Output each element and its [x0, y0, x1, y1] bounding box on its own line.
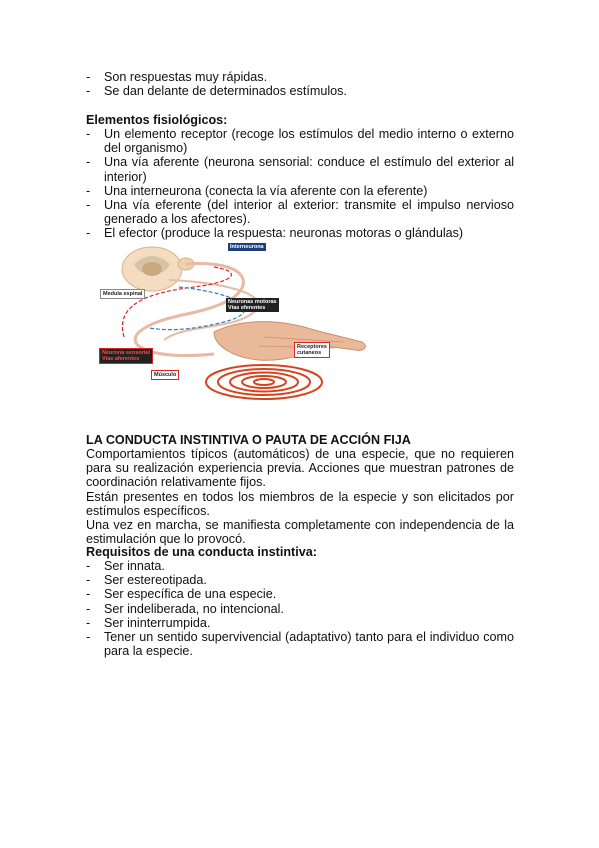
elements-list	[86, 127, 514, 241]
requisites-heading: Requisitos de una conducta instintiva:	[86, 545, 317, 559]
label-line: Neurona sensorial	[102, 350, 150, 356]
elements-heading: Elementos fisiológicos:	[86, 113, 228, 127]
list-item: - Ser estereotipada.	[86, 573, 514, 587]
label-line: Neuronas motoras	[228, 299, 277, 305]
list-item: - Tener un sentido supervivencial (adaptativo) tanto para el individuo como para la especie.	[86, 630, 514, 658]
list-item: - Ser ininterrumpida.	[86, 616, 514, 630]
definition-paragraphs	[86, 447, 514, 546]
label-neuronas-motoras	[226, 298, 279, 312]
label-interneurona: Interneurona	[230, 244, 264, 250]
list-item: - Una vía aferente (neurona sensorial: conduce el estímulo del exterior al interior)	[86, 155, 514, 183]
spinal-cord-section	[122, 247, 194, 291]
list-item: - Un elemento receptor (recoge los estímulos del medio interno o externo del organismo)	[86, 127, 514, 155]
label-line: Receptores	[297, 344, 327, 350]
paragraph: Están presentes en todos los miembros de la especie y son elicitados por estímulos específicos.	[86, 489, 514, 518]
list-item: - Una vía eferente (del interior al exterior: transmite el impulso nervioso generado a los afectores).	[86, 198, 514, 226]
list-item: - Una interneurona (conecta la vía aferente con la eferente)	[86, 184, 514, 198]
label-line: cutaneos	[297, 350, 322, 356]
section-title: LA CONDUCTA INSTINTIVA O PAUTA DE ACCIÓN FIJA	[86, 433, 411, 447]
list-item: - Ser indeliberada, no intencional.	[86, 602, 514, 616]
list-item: - Ser específica de una especie.	[86, 587, 514, 601]
label-line: Vías aferentes	[102, 356, 140, 362]
list-item: - Son respuestas muy rápidas.	[86, 70, 514, 84]
hand-shape	[214, 322, 365, 361]
list-item: - Se dan delante de determinados estímulos.	[86, 84, 514, 98]
label-receptores	[294, 342, 330, 358]
reflex-arc-illustration	[94, 242, 384, 402]
intro-list	[86, 70, 514, 98]
reflex-arc-drawing	[94, 242, 384, 402]
heat-source	[206, 365, 322, 399]
label-line: Vías eferentes	[228, 305, 266, 311]
label-medula: Medula espinal	[100, 289, 145, 299]
requisites-list	[86, 559, 514, 658]
list-item: - Ser innata.	[86, 559, 514, 573]
label-neurona-sensorial	[99, 348, 153, 364]
label-musculo: Músculo	[151, 370, 179, 380]
list-item: - El efector (produce la respuesta: neuronas motoras o glándulas)	[86, 226, 514, 240]
paragraph: Comportamientos típicos (automáticos) de una especie, que no requieren para su realización experiencia previa. Acciones que muestran patrones de coordinación relativamente fijos.	[86, 447, 514, 490]
paragraph: Una vez en marcha, se manifiesta completamente con independencia de la estimulación que lo provocó.	[86, 518, 514, 547]
